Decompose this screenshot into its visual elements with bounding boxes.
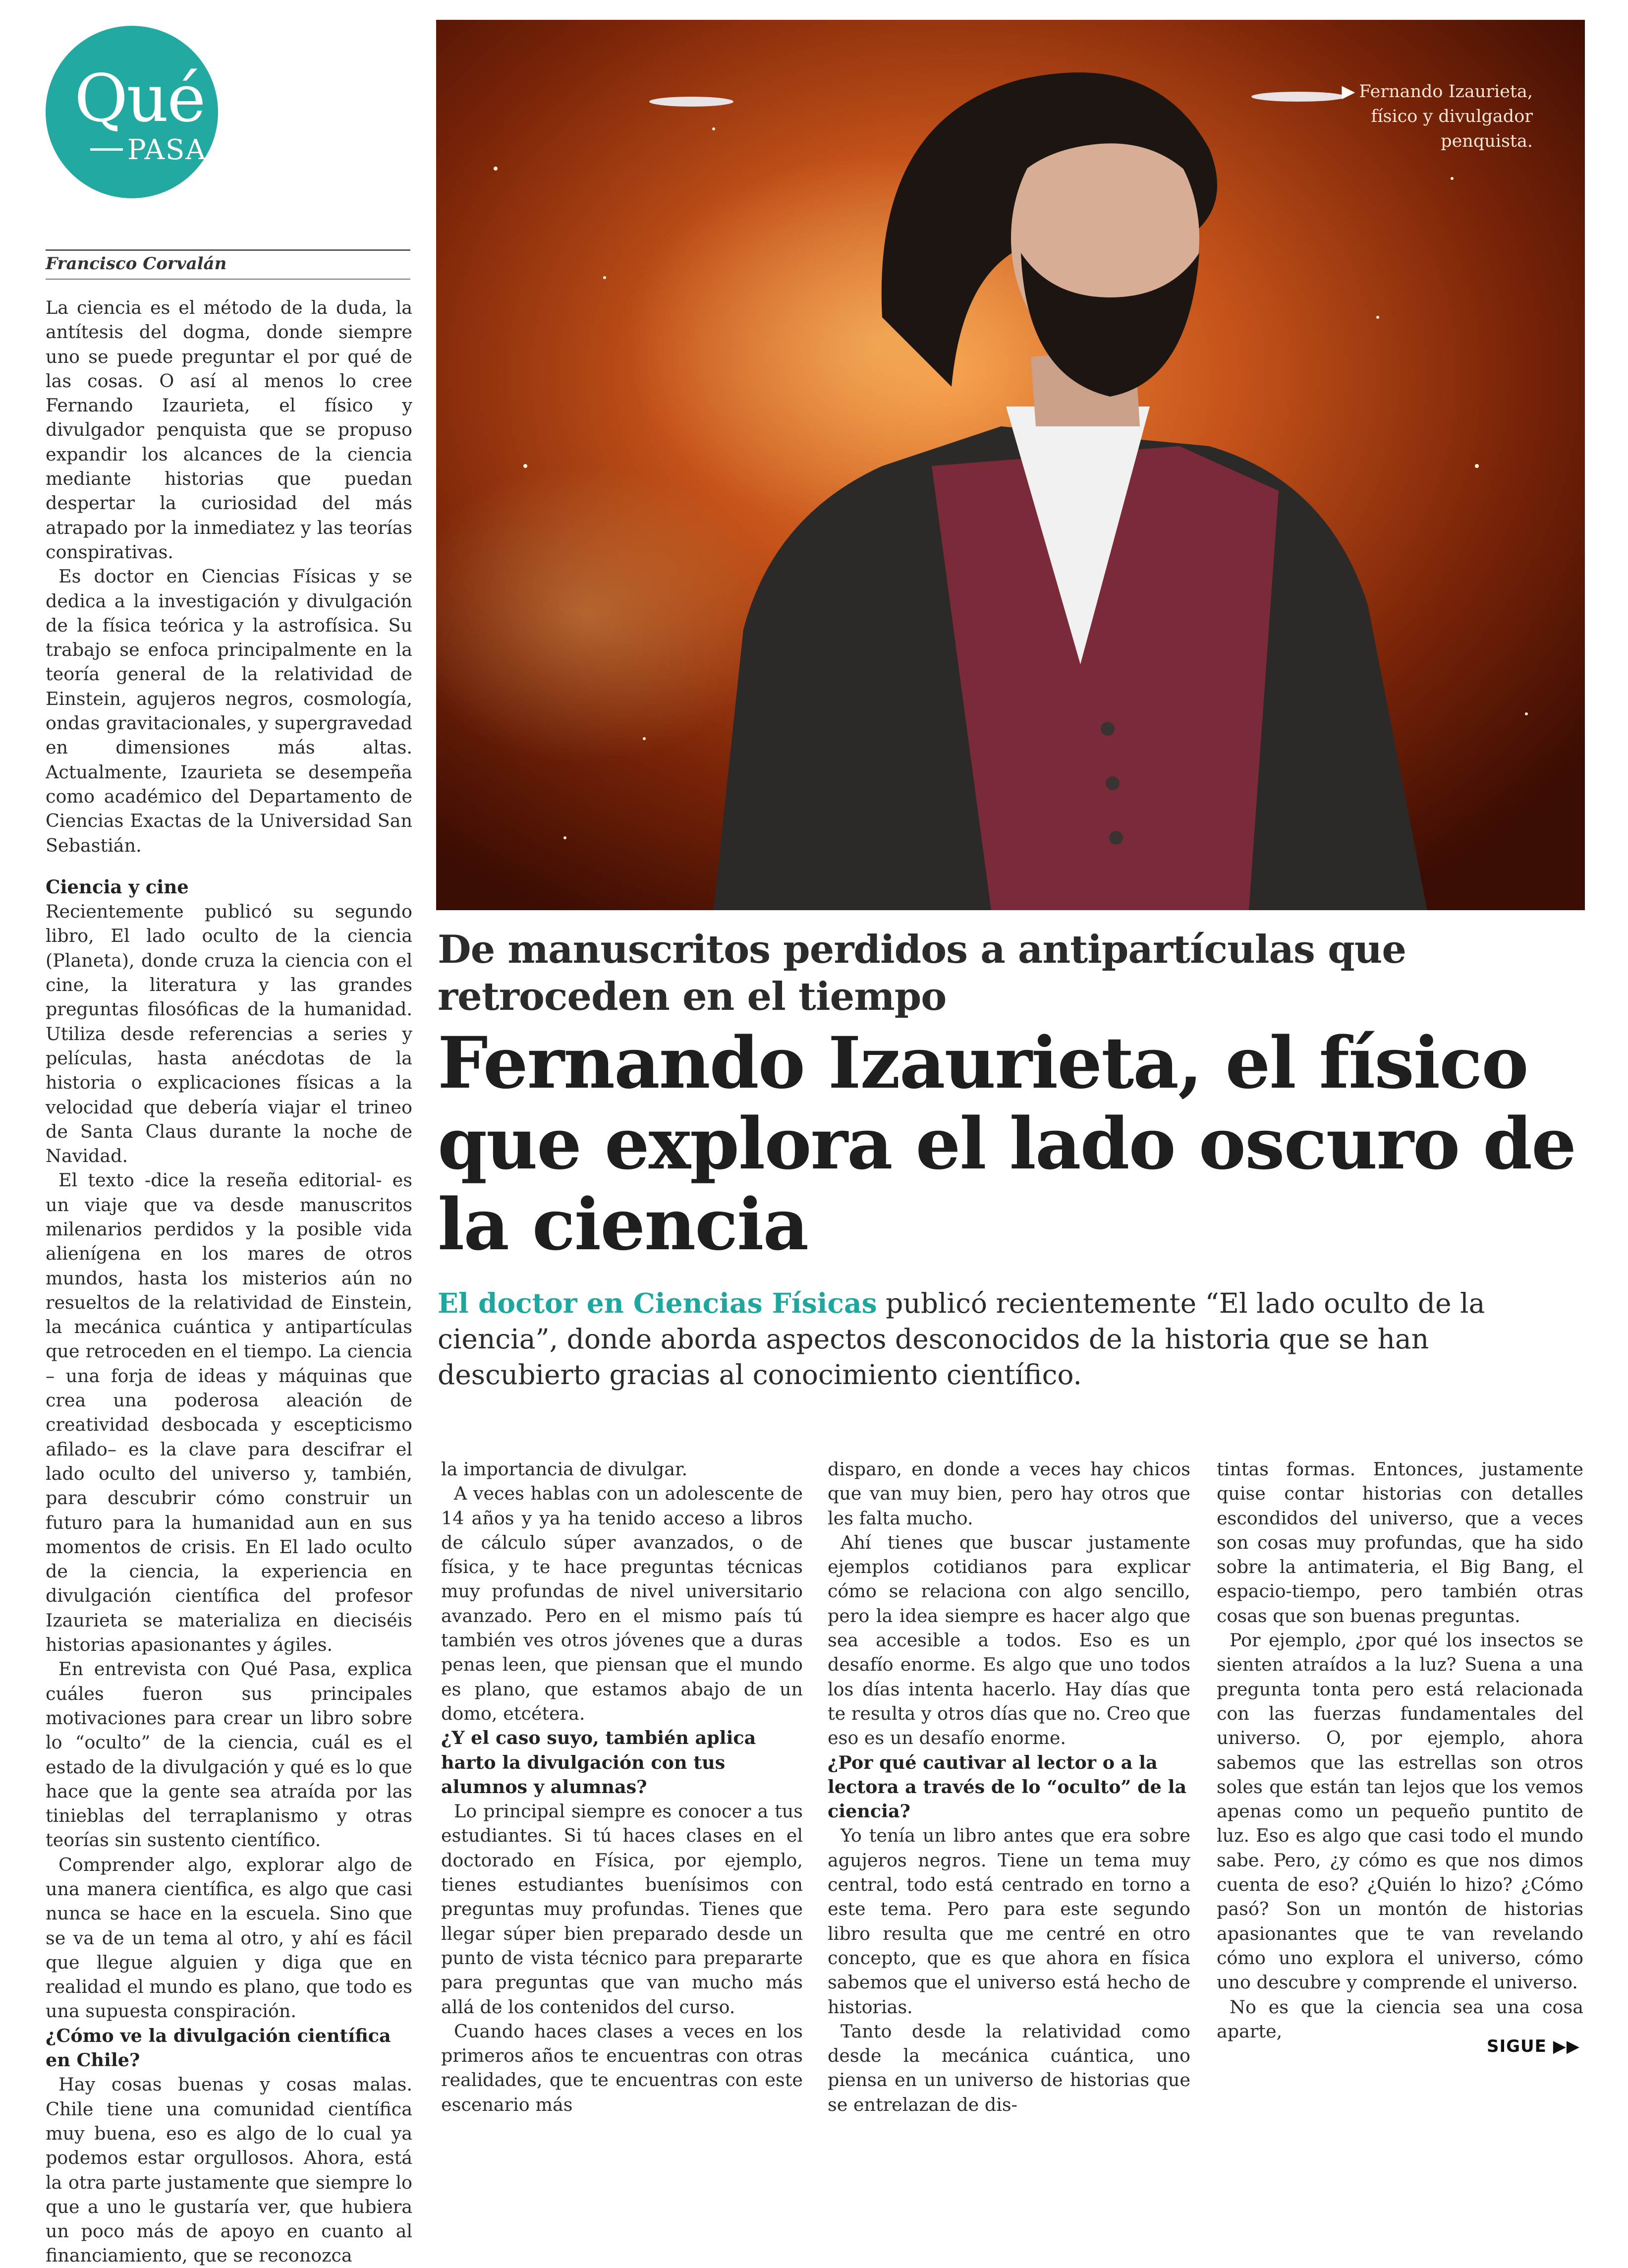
deck-text: publicó recientemente “El lado oculto de la ciencia”, donde aborda aspectos desconocidos de la historia que se han descubierto gracias al conocimiento científico.: [438, 1287, 1485, 1391]
interview-question: ¿Y el caso suyo, también aplica harto la divulgación con tus alumnos y alumnas?: [441, 1727, 756, 1798]
paragraph: La ciencia es el método de la duda, la antítesis del dogma, donde siempre uno se puede preguntar el por qué de las cosas. O así al menos lo cree Fernando Izaurieta, el físico y divulgador penquista que se propuso expandir los alcances de la ciencia mediante historias que puedan despertar la curiosidad del más atrapado por la inmediatez y las teorías conspirativas.: [46, 297, 412, 563]
paragraph: Yo tenía un libro antes que era sobre agujeros negros. Tiene un tema muy central, todo está centrado en torno a este tema. Pero para este segundo libro resulta que me centré en otro concepto, que es que ahora en física sabemos que el universo está hecho de historias.: [828, 1825, 1190, 2018]
article-column-2: [441, 1457, 803, 2117]
continue-marker: [1487, 2036, 1580, 2056]
caption-arrow-icon: ▶: [1342, 82, 1355, 102]
article-column-3: [828, 1457, 1190, 2117]
paragraph: la importancia de divulgar.: [441, 1458, 688, 1480]
portrait-photo: [436, 20, 1585, 910]
paragraph: Tanto desde la relatividad como desde la mecánica cuántica, uno piensa en un universo de historias que se entrelazan de dis-: [828, 2020, 1190, 2115]
logo-que: Qué: [74, 60, 205, 137]
article-deck: [438, 1285, 1587, 1393]
paragraph: Hay cosas buenas y cosas malas. Chile tiene una comunidad científica muy buena, eso es algo de lo cual ya podemos estar orgullosos. Ahora, está la otra parte justamente que siempre lo que a uno le gustaría ver, que hubiera un poco más de apoyo en cuanto al financiamiento, que se reconozca: [46, 2074, 412, 2267]
author-byline: Francisco Corvalán: [46, 254, 227, 274]
author-rule-top: [46, 249, 410, 251]
deck-lead: El doctor en Ciencias Físicas: [438, 1287, 877, 1319]
paragraph: A veces hablas con un adolescente de 14 años y ya ha tenido acceso a libros de cálculo súper avanzados, o de física, y te hace preguntas técnicas muy profundas de nivel universitario avanzado. Pero en el mismo país tú también ves otros jóvenes que a duras penas leen, que piensan que el mundo es plano, que estamos abajo de un domo, etcétera.: [441, 1483, 803, 1724]
logo-pasa: PASA: [127, 134, 207, 166]
paragraph: En entrevista con Qué Pasa, explica cuáles fueron sus principales motivaciones para crear un libro sobre lo “oculto” de la ciencia, cuál es el estado de la divulgación y qué es lo que hace que la gente sea atraída por las tinieblas del terraplanismo y otras teorías sin sustento científico.: [46, 1658, 412, 1851]
paragraph: Ahí tienes que buscar justamente ejemplos cotidianos para explicar cómo se relaciona con algo sencillo, pero la idea siempre es hacer algo que sea accesible a todos. Eso es un desafío enorme. Es algo que uno todos los días intenta hacerlo. Hay días que te resulta y otros días que no. Creo que eso es un desafío enorme.: [828, 1531, 1190, 1749]
paragraph: disparo, en donde a veces hay chicos que van muy bien, pero hay otros que les falta mucho.: [828, 1458, 1190, 1529]
logo-bar: [90, 148, 123, 151]
article-kicker: De manuscritos perdidos a antipartículas que retroceden en el tiempo: [438, 927, 1406, 1019]
paragraph: tintas formas. Entonces, justamente quise contar historias con detalles escondidos del universo, que a veces son cosas muy profundas, que ha sido sobre la antimateria, el Big Bang, el espacio-tiempo, pero también otras cosas que son buenas preguntas.: [1217, 1458, 1583, 1627]
caption-line: físico y divulgador: [1371, 107, 1533, 126]
interview-question: ¿Cómo ve la divulgación científica en Chile?: [46, 2025, 391, 2071]
interview-question: ¿Por qué cautivar al lector o a la lectora a través de lo “oculto” de la ciencia?: [828, 1751, 1187, 1822]
section-subhead: Ciencia y cine: [46, 875, 189, 898]
paragraph: El texto -dice la reseña editorial- es un viaje que va desde manuscritos milenarios perdidos y la posible vida alienígena en los mares de otros mundos, hasta los misterios aún no resueltos de la relatividad de Einstein, la mecánica cuántica y antipartículas que retroceden en el tiempo. La ciencia – una forja de ideas y máquinas que crea una poderosa aleación de creatividad desbocada y escepticismo afilado– es la clave para descifrar el lado oculto del universo y, también, para descubrir cómo construir un futuro para la humanidad aun en sus momentos de crisis. En El lado oculto de la ciencia, la experiencia en divulgación científica del profesor Izaurieta se materializa en dieciséis historias apasionantes y ágiles.: [46, 1169, 412, 1656]
que-pasa-logo: [46, 26, 218, 198]
author-rule-bottom: [46, 279, 410, 280]
article-column-4: [1217, 1457, 1583, 2043]
double-arrow-icon: ▶▶: [1553, 2036, 1580, 2056]
continue-label: SIGUE: [1487, 2036, 1547, 2056]
paragraph: Lo principal siempre es conocer a tus estudiantes. Si tú haces clases en el doctorado en Física, por ejemplo, tienes estudiantes buenísimos con preguntas muy profundas. Tienes que llegar súper bien preparado desde un punto de vista técnico para prepararte para preguntas que van mucho más allá de los contenidos del curso.: [441, 1801, 803, 2018]
caption-line: penquista.: [1441, 131, 1533, 151]
article-column-left: [46, 295, 412, 2268]
paragraph: No es que la ciencia sea una cosa aparte,: [1217, 1996, 1583, 2042]
paragraph: Comprender algo, explorar algo de una manera científica, es algo que casi nunca se hace en la escuela. Sino que se va de un tema al otro, y ahí es fácil que llegue alguien y diga que en realidad el mundo es plano, que todo es una supuesta conspiración.: [46, 1854, 412, 2022]
caption-line: Fernando Izaurieta,: [1359, 82, 1533, 102]
article-headline: Fernando Izaurieta, el físico que explora el lado oscuro de la ciencia: [438, 1021, 1576, 1266]
paragraph: Por ejemplo, ¿por qué los insectos se sienten atraídos a la luz? Suena a una pregunta tonta pero está relacionada con las fuerzas fundamentales del universo. O, por ejemplo, ahora sabemos que las estrellas son otros soles que están tan lejos que los vemos apenas como un pequeño puntito de luz. Eso es algo que casi todo el mundo sabe. Pero, ¿y cómo es que nos dimos cuenta de eso? ¿Quién lo hizo? ¿Cómo pasó? Son un montón de historias apasionantes que te van revelando cómo uno explora el universo, cómo uno descubre y comprende el universo.: [1217, 1629, 1583, 1993]
photo-caption: [1342, 79, 1533, 154]
paragraph: Es doctor en Ciencias Físicas y se dedica a la investigación y divulgación de la física teórica y la astrofísica. Su trabajo se enfoca principalmente en la teoría general de la relatividad de Einstein, agujeros negros, cosmología, ondas gravitacionales, y supergravedad en dimensiones más altas. Actualmente, Izaurieta se desempeña como académico del Departamento de Ciencias Exactas de la Universidad San Sebastián.: [46, 566, 412, 856]
paragraph: Recientemente publicó su segundo libro, El lado oculto de la ciencia (Planeta), donde cruza la ciencia con el cine, la literatura y las grandes preguntas filosóficas de la humanidad. Utiliza desde referencias a series y películas, hasta anécdotas de la historia o explicaciones físicas a la velocidad que debería viajar el trineo de Santa Claus durante la noche de Navidad.: [46, 901, 412, 1167]
paragraph: Cuando haces clases a veces en los primeros años te encuentras con otras realidades, que te encuentras con este escenario más: [441, 2020, 803, 2115]
